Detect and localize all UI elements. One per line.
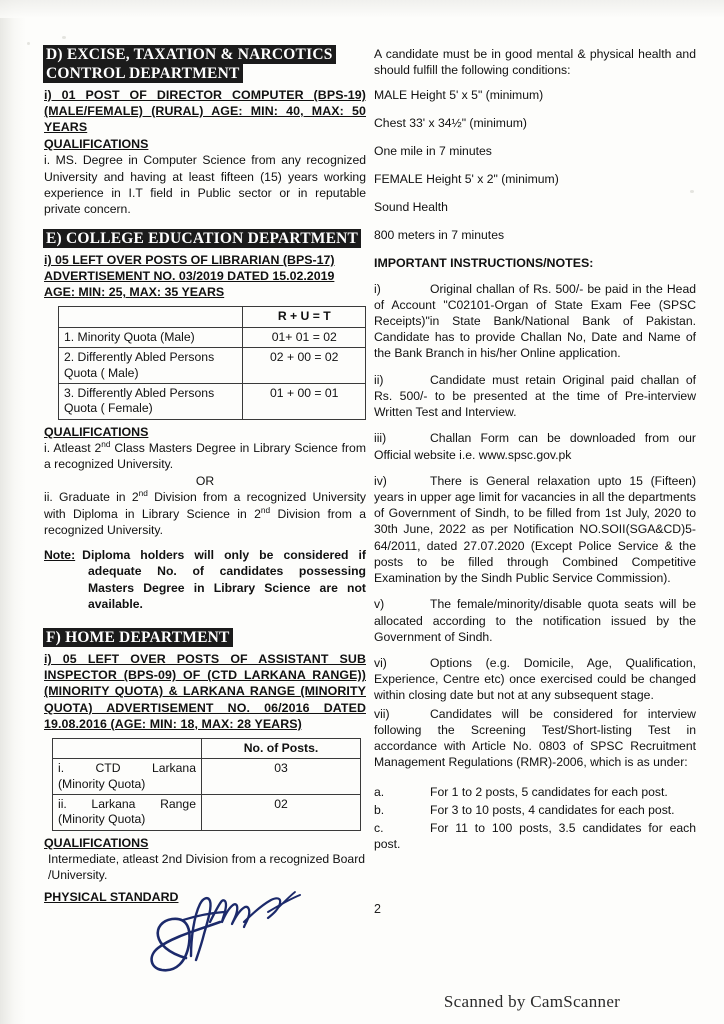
scan-edge-shadow-left bbox=[0, 0, 26, 1024]
instruction-iv-label: iv) bbox=[374, 473, 387, 488]
condition-male-height: MALE Height 5' x 5" (minimum) bbox=[374, 88, 544, 103]
condition-one-mile: One mile in 7 minutes bbox=[374, 144, 492, 159]
librarian-table-header-blank bbox=[59, 307, 243, 327]
section-college-education bbox=[44, 230, 366, 612]
instruction-v-text: The female/minority/disable quota seats will be allocated according to the notification issued by the Government of Sindh. bbox=[374, 597, 696, 644]
asi-row-1-word2: Range bbox=[160, 796, 196, 811]
instruction-vi-text: Options (e.g. Domicile, Age, Qualification, Experience, Centre etc) once exercised could be changed within closing date but not at any subsequent stage. bbox=[374, 655, 696, 703]
instruction-v bbox=[374, 596, 696, 645]
librarian-table-header-quota: R + U = T bbox=[243, 307, 366, 327]
condition-800-meters: 800 meters in 7 minutes bbox=[374, 227, 505, 242]
instruction-i bbox=[374, 281, 696, 362]
section-f-heading bbox=[44, 629, 366, 648]
instruction-vi-label: vi) bbox=[374, 655, 387, 670]
librarian-row-0-value: 01+ 01 = 02 bbox=[243, 327, 366, 347]
section-f-qualifications-text: Intermediate, atleast 2nd Division from a recognized Board /University. bbox=[48, 851, 366, 883]
section-e-post-heading-line2: ADVERTISEMENT NO. 03/2019 DATED 15.02.2019 bbox=[44, 269, 335, 284]
section-d-heading bbox=[44, 46, 366, 84]
ratio-a-label: a. bbox=[374, 784, 385, 799]
section-e-heading-text: E) COLLEGE EDUCATION DEPARTMENT bbox=[46, 230, 359, 248]
asi-row-1-label bbox=[53, 794, 202, 830]
ratio-b bbox=[374, 802, 696, 818]
scan-speck bbox=[62, 36, 66, 39]
ratio-c-label: c. bbox=[374, 820, 384, 835]
librarian-row-2-value: 01 + 00 = 01 bbox=[243, 383, 366, 419]
asi-row-0-label-line1 bbox=[58, 761, 196, 776]
table-row bbox=[53, 738, 361, 758]
important-instructions-heading: IMPORTANT INSTRUCTIONS/NOTES: bbox=[374, 255, 594, 270]
asi-row-0-value: 03 bbox=[202, 759, 361, 795]
instruction-ii-label: ii) bbox=[374, 372, 384, 387]
condition-female-height: FEMALE Height 5' x 2" (minimum) bbox=[374, 172, 559, 187]
section-e-qualifications-label: QUALIFICATIONS bbox=[44, 424, 149, 439]
table-row bbox=[59, 383, 366, 419]
instruction-v-label: v) bbox=[374, 597, 385, 612]
instruction-i-label: i) bbox=[374, 281, 381, 296]
ratio-b-text: For 3 to 10 posts, 4 candidates for each post. bbox=[430, 802, 675, 817]
ratio-c bbox=[374, 820, 696, 852]
section-d-qualifications-text: i. MS. Degree in Computer Science from any recognized University and having at least fifteen (15) years working experience in I.T field in Public sector or in reputable private concern. bbox=[44, 153, 366, 216]
instruction-vii-label: vii) bbox=[374, 706, 390, 721]
instruction-vii-text: Candidates will be considered for interview following the Screening Test/Short-listing Test in accordance with Article No. 0803 of SPSC Recruitment Management Regulations (RMR)-2006, which is as under: bbox=[374, 706, 696, 770]
asi-table-header-blank bbox=[53, 738, 202, 758]
instruction-iii-label: iii) bbox=[374, 431, 387, 446]
asi-row-0-word1: CTD bbox=[95, 761, 121, 776]
table-row bbox=[53, 794, 361, 830]
section-excise-taxation-narcotics bbox=[44, 46, 366, 217]
section-d-heading-line1: D) EXCISE, TAXATION & NARCOTICS bbox=[46, 46, 333, 63]
table-row bbox=[59, 307, 366, 327]
instruction-iii-text: Challan Form can be downloaded from our Official website i.e. www.spsc.gov.pk bbox=[374, 431, 696, 462]
page-number: 2 bbox=[374, 902, 381, 916]
ratio-c-text: For 11 to 100 posts, 3.5 candidates for each post. bbox=[374, 820, 696, 852]
asi-row-1-label-line1 bbox=[58, 797, 196, 812]
asi-table-header-posts: No. of Posts. bbox=[202, 738, 361, 758]
section-home-department bbox=[44, 629, 366, 905]
section-e-qual-ii: ii. Graduate in 2nd Division from a recognized University with Diploma in Library Science in 2nd Division from a recognized University. bbox=[44, 488, 367, 537]
asi-row-1-numeral: ii. bbox=[58, 796, 67, 811]
instruction-ii-text: Candidate must retain Original paid challan of Rs. 500/- to be presented at the time of Pre-interview Written Test and Interview. bbox=[374, 372, 696, 420]
section-e-note bbox=[44, 547, 366, 612]
librarian-row-2-label: 3. Differently Abled Persons Quota ( Female) bbox=[59, 383, 243, 419]
ratio-a-text: For 1 to 2 posts, 5 candidates for each post. bbox=[430, 784, 668, 799]
section-e-or-divider: OR bbox=[195, 474, 215, 489]
condition-sound-health: Sound Health bbox=[374, 199, 448, 214]
ratio-a bbox=[374, 784, 696, 800]
asi-row-1-value: 02 bbox=[202, 794, 361, 830]
section-e-post-heading-line1: i) 05 LEFT OVER POSTS OF LIBRARIAN (BPS-17) bbox=[44, 253, 335, 268]
asi-row-0-numeral: i. bbox=[58, 761, 65, 776]
ratio-b-label: b. bbox=[374, 802, 385, 817]
asi-row-0-label-line2: (Minority Quota) bbox=[58, 776, 146, 791]
scan-speck bbox=[27, 42, 30, 45]
librarian-row-1-label: 2. Differently Abled Persons Quota ( Male) bbox=[59, 348, 243, 384]
table-row bbox=[59, 327, 366, 347]
scan-edge-shadow-top bbox=[0, 0, 724, 18]
right-column bbox=[374, 46, 696, 854]
condition-chest: Chest 33' x 34½" (minimum) bbox=[374, 116, 527, 131]
instruction-vii bbox=[374, 706, 696, 771]
asi-posts-table bbox=[52, 738, 361, 831]
instruction-i-text: Original challan of Rs. 500/- be paid in the Head of Account "C02101-Organ of State Exam Fee (SPSC Receipts)"in State Bank/National Bank of Pakistan. Candidate has to provide Challan No, Date and Name of the Bank Branch in his/her Online application. bbox=[374, 281, 696, 361]
section-f-physical-standard-label: PHYSICAL STANDARD bbox=[44, 890, 179, 905]
section-e-qual-i: i. Atleast 2nd Class Masters Degree in Library Science from a recognized University. bbox=[44, 438, 366, 472]
section-d-qualifications-label: QUALIFICATIONS bbox=[44, 137, 149, 152]
section-f-heading-text: F) HOME DEPARTMENT bbox=[46, 629, 230, 647]
camscanner-footer-text: Scanned by CamScanner bbox=[443, 992, 621, 1011]
table-row bbox=[59, 348, 366, 384]
asi-row-0-word2: Larkana bbox=[151, 761, 196, 776]
section-d-heading-line2: CONTROL DEPARTMENT bbox=[46, 64, 240, 82]
asi-row-1-word1: Larkana bbox=[91, 796, 136, 811]
librarian-quota-table bbox=[58, 306, 366, 419]
left-column bbox=[44, 46, 366, 905]
instruction-iv bbox=[374, 473, 696, 587]
instruction-iii bbox=[374, 430, 696, 462]
asi-row-1-label-line2: (Minority Quota) bbox=[58, 812, 146, 827]
section-e-note-text: Diploma holders will only be considered if adequate No. of candidates possessing Masters Degree in Library Science are not available. bbox=[82, 547, 366, 611]
section-d-post-heading: i) 01 POST OF DIRECTOR COMPUTER (BPS-19) (MALE/FEMALE) (RURAL) AGE: MIN: 40, MAX: 50 YEARS bbox=[44, 87, 366, 135]
instruction-ii bbox=[374, 372, 696, 421]
table-row bbox=[53, 759, 361, 795]
librarian-row-0-label: 1. Minority Quota (Male) bbox=[59, 327, 243, 347]
instruction-iv-text: There is General relaxation upto 15 (Fifteen) years in upper age limit for vacancies in all the departments of Government of Sindh, to be filled from 1st July, 2020 to 30th June, 2022 as per Notification NO.SOII(SGA&CD)5-64/2011, dated 27.07.2020 (Except Police Service & the posts to be filled through Combined Competitive Examination by the Sindh Public Service Commission). bbox=[374, 473, 696, 586]
section-e-post-heading-line3: AGE: MIN: 25, MAX: 35 YEARS bbox=[44, 285, 225, 300]
camscanner-footer bbox=[0, 992, 724, 1012]
section-e-heading bbox=[44, 230, 366, 249]
section-f-qualifications-label: QUALIFICATIONS bbox=[44, 835, 149, 850]
section-e-note-label: Note: bbox=[44, 547, 76, 562]
section-f-post-heading: i) 05 LEFT OVER POSTS OF ASSISTANT SUB INSPECTOR (BPS-09) OF (CTD LARKANA RANGE)) (MINORITY QUOTA) & LARKANA RANGE (MINORITY QUOTA) ADVERTISEMENT NO. 06/2016 DATED 19.08.2016 (AGE: MIN: 18, MAX: 28 YEARS) bbox=[44, 652, 366, 731]
instruction-vi bbox=[374, 655, 696, 704]
asi-row-0-label bbox=[53, 759, 202, 795]
librarian-row-1-value: 02 + 00 = 02 bbox=[243, 348, 366, 384]
physical-conditions-intro: A candidate must be in good mental & physical health and should fulfill the following conditions: bbox=[374, 47, 696, 78]
